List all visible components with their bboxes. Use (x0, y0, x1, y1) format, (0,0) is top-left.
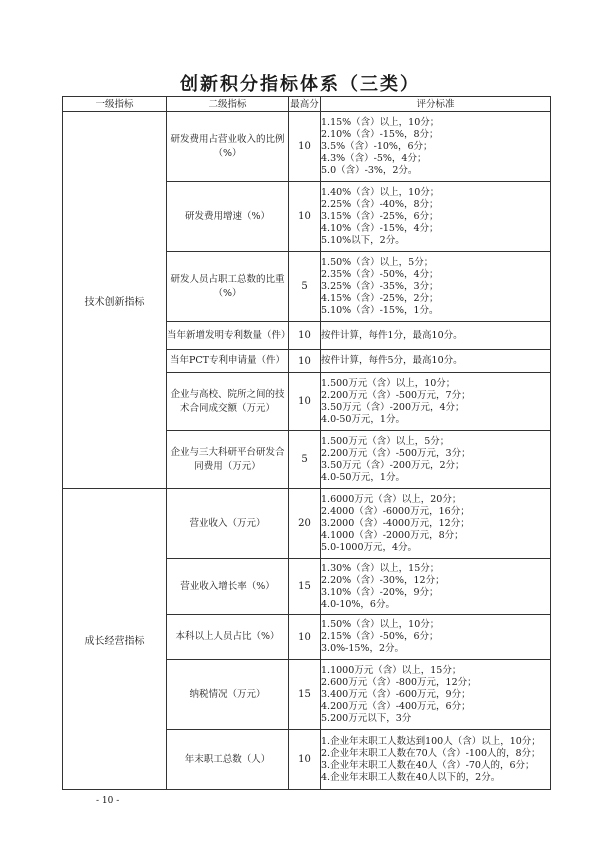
page-number: - 10 - (96, 796, 120, 806)
criteria-line: 2.15%（含）-50%，6分； (321, 631, 439, 642)
criteria-line: 2.4000（含）-6000万元，16分； (321, 505, 470, 517)
criteria-line: 1.50%（含）以上，10分； (321, 619, 440, 630)
category-cell: 成长经营指标 (63, 489, 167, 790)
indicator-cell: 研发费用占营业收入的比例（%） (167, 112, 289, 182)
criteria-cell (321, 660, 551, 730)
table-row (63, 489, 551, 559)
criteria-line: 3.企业年末职工人数在40人（含）-70人的，6分； (321, 759, 535, 771)
criteria-cell (321, 431, 551, 489)
max-score-cell: 10 (289, 373, 321, 431)
criteria-cell (321, 615, 551, 660)
max-score-cell: 5 (289, 252, 321, 322)
max-score-cell: 15 (289, 559, 321, 615)
criteria-line: 3.50万元（含）-200万元，4分； (321, 401, 465, 413)
criteria-cell (321, 112, 551, 182)
criteria-line: 4.1000（含）-2000万元，8分； (321, 529, 464, 541)
criteria-line: 1.15%（含）以上，10分； (321, 116, 440, 128)
criteria-line: 2.20%（含）-30%，12分； (321, 574, 445, 586)
max-score-cell: 20 (289, 489, 321, 559)
criteria-line: 4.0-50万元，1分。 (321, 413, 405, 425)
criteria-line: 3.400万元（含）-600万元，9分； (321, 688, 471, 700)
criteria-cell (321, 350, 551, 373)
header-max-score: 最高分 (290, 98, 319, 110)
category-cell: 技术创新指标 (63, 112, 167, 489)
criteria-line: 3.25%（含）-35%，3分； (321, 280, 439, 292)
criteria-line: 2.200万元（含）-500万元，7分； (321, 389, 471, 401)
criteria-line: 1.1000万元（含）以上，15分； (321, 664, 462, 676)
criteria-line: 3.2000（含）-4000万元，12分； (321, 517, 470, 529)
criteria-line: 1.40%（含）以上，10分； (321, 186, 440, 198)
criteria-line: 按件计算，每件5分，最高10分。 (321, 355, 463, 366)
criteria-line: 2.200万元（含）-500万元，3分； (321, 447, 471, 459)
criteria-line: 4.0-50万元，1分。 (321, 471, 405, 483)
criteria-line: 5.0-1000万元，4分。 (321, 541, 418, 553)
criteria-line: 4.10%（含）-15%，4分； (321, 222, 439, 234)
max-score-cell: 10 (289, 112, 321, 182)
header-criteria: 评分标准 (321, 97, 551, 112)
criteria-line: 3.15%（含）-25%，6分； (321, 210, 439, 222)
criteria-line: 5.200万元以下，3分 (321, 712, 412, 724)
criteria-line: 1.企业年末职工人数达到100人（含）以上，10分； (321, 735, 541, 747)
criteria-line: 1.500万元（含）以上，10分； (321, 377, 456, 389)
criteria-cell (321, 730, 551, 790)
criteria-line: 3.10%（含）-20%，9分； (321, 586, 439, 598)
criteria-cell (321, 489, 551, 559)
max-score-cell: 5 (289, 431, 321, 489)
criteria-line: 2.25%（含）-40%，8分； (321, 198, 439, 210)
criteria-line: 4.3%（含）-5%，4分； (321, 152, 427, 164)
criteria-line: 2.600万元（含）-800万元，12分； (321, 676, 477, 688)
criteria-line: 1.500万元（含）以上，5分； (321, 435, 450, 447)
indicator-cell: 研发人员占职工总数的比重（%） (167, 252, 289, 322)
criteria-cell (321, 559, 551, 615)
criteria-cell (321, 182, 551, 252)
indicator-cell: 营业收入增长率（%） (167, 559, 289, 615)
header-level1: 一级指标 (63, 97, 167, 112)
criteria-line: 5.0（含）-3%，2分。 (321, 164, 418, 176)
criteria-line: 5.10%（含）-15%，1分。 (321, 304, 439, 316)
indicator-cell: 企业与高校、院所之间的技术合同成交额（万元） (167, 373, 289, 431)
criteria-line: 3.0%-15%，2分。 (321, 643, 405, 654)
max-score-cell: 10 (289, 350, 321, 373)
criteria-table (62, 96, 551, 790)
criteria-line: 1.6000万元（含）以上，20分； (321, 493, 462, 505)
indicator-cell: 企业与三大科研平台研发合同费用（万元） (167, 431, 289, 489)
criteria-line: 2.企业年末职工人数在70人（含）-100人的，8分； (321, 747, 541, 759)
criteria-cell (321, 252, 551, 322)
max-score-cell: 10 (289, 182, 321, 252)
header-level2: 二级指标 (167, 97, 289, 112)
indicator-cell: 纳税情况（万元） (167, 660, 289, 730)
document-title: 创新积分指标体系（三类） (180, 74, 420, 95)
criteria-line: 4.企业年末职工人数在40人以下的，2分。 (321, 771, 501, 783)
criteria-cell (321, 322, 551, 350)
indicator-cell: 研发费用增速（%） (167, 182, 289, 252)
criteria-line: 4.15%（含）-25%，2分； (321, 292, 439, 304)
criteria-line: 2.35%（含）-50%，4分； (321, 268, 439, 280)
criteria-line: 1.50%（含）以上，5分； (321, 256, 434, 268)
table-header-row (63, 97, 551, 112)
criteria-line: 3.50万元（含）-200万元，2分； (321, 459, 465, 471)
max-score-cell: 15 (289, 660, 321, 730)
table-body (63, 112, 551, 790)
indicator-cell: 本科以上人员占比（%） (167, 615, 289, 660)
indicator-cell: 当年PCT专利申请量（件） (167, 350, 289, 373)
max-score-cell: 10 (289, 322, 321, 350)
criteria-line: 5.10%以下，2分。 (321, 234, 405, 246)
table-row (63, 112, 551, 182)
max-score-cell: 10 (289, 730, 321, 790)
criteria-line: 3.5%（含）-10%，6分； (321, 140, 433, 152)
indicator-cell: 当年新增发明专利数量（件） (167, 322, 289, 350)
criteria-cell (321, 373, 551, 431)
criteria-line: 2.10%（含）-15%，8分； (321, 128, 439, 140)
criteria-line: 1.30%（含）以上，15分； (321, 562, 440, 574)
indicator-cell: 年末职工总数（人） (167, 730, 289, 790)
criteria-line: 按件计算，每件1分，最高10分。 (321, 329, 463, 341)
indicator-cell: 营业收入（万元） (167, 489, 289, 559)
criteria-line: 4.200万元（含）-400万元，6分； (321, 700, 471, 712)
criteria-line: 4.0-10%，6分。 (321, 598, 395, 610)
max-score-cell: 10 (289, 615, 321, 660)
